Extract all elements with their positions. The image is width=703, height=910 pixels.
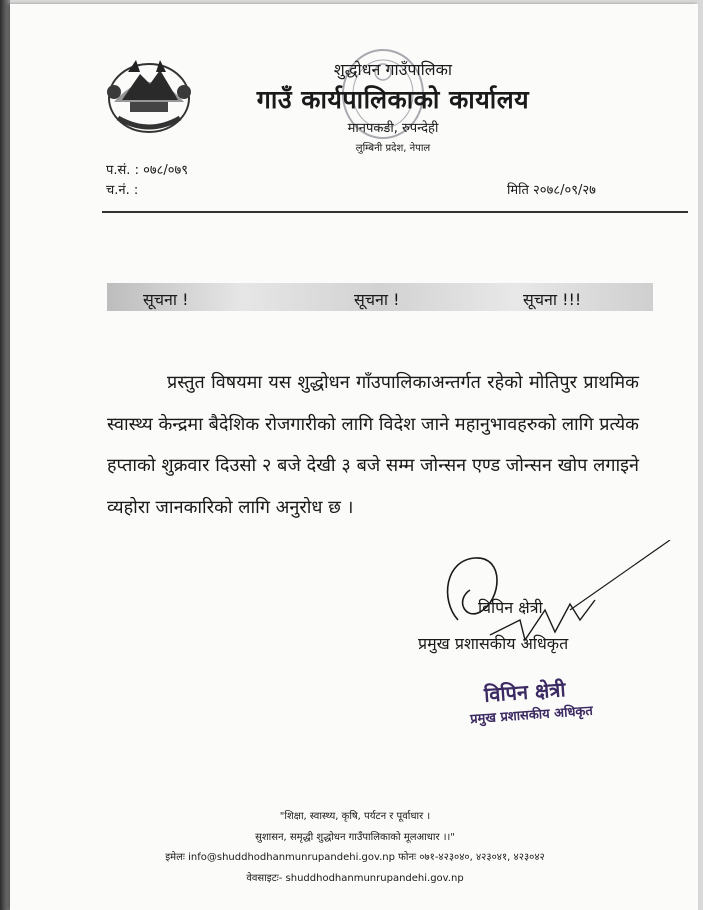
seal-title: प्रमुख प्रशासकीय अधिकृत (469, 703, 594, 728)
notice-label: सूचना ! (143, 290, 189, 309)
footer-motto: "शिक्षा, स्वास्थ्य, कृषि, पर्यटन र पूर्वाधार । (279, 811, 431, 822)
notice-body: प्रस्तुत विषयमा यस शुद्धोधन गाँउपालिकाअन्तर्गत रहेको मोतिपुर प्राथमिक स्वास्थ्य केन्द्रमा बैदेशिक रोजगारीको लागि विदेश जाने महानुभावहरुको लागि प्रत्येक हप्ताको शुक्रवार दिउसो २ बजे देखी ३ बजे सम्म जोन्सन एण्ड जोन्सन खोप लगाइने व्यहोरा जानकारिको लागि अनुरोध छ । (107, 372, 639, 518)
notice-label: सूचना !!! (523, 290, 582, 309)
header-divider (102, 211, 688, 213)
letter-date: मिति २०७८/०९/२७ (507, 183, 596, 198)
signatory-name: विपिन क्षेत्री (478, 598, 543, 617)
nepal-emblem-icon (100, 52, 198, 140)
office-location: मानपकडी, रुपन्देही (347, 121, 439, 136)
footer-contact: इमेलः info@shuddhodhanmunrupandehi.gov.np फोनः ०७१-४२३०४०, ४२३०४१, ४२३०४२ (165, 852, 545, 863)
scan-edge (0, 0, 10, 910)
dispatch-number: च.नं. : (106, 183, 139, 198)
signatory-title: प्रमुख प्रशासकीय अधिकृत (418, 634, 569, 653)
footer-motto: सुशासन, समृद्धी शुद्धोधन गाउँपालिकाको मूलआधार ।।" (255, 832, 455, 843)
reference-number: प.सं. : ०७८/०७९ (106, 163, 189, 178)
municipality-name: शुद्धोधन गाउँपालिका (333, 60, 453, 79)
seal-name: विपिन क्षेत्री (483, 677, 567, 707)
notice-label: सूचना ! (354, 290, 400, 309)
office-title: गाउँ कार्यपालिकाको कार्यालय (256, 85, 530, 114)
office-province: लुम्बिनी प्रदेश, नेपाल (355, 143, 431, 154)
footer-website: वेवसाइटः- shuddhodhanmunrupandehi.gov.np (246, 873, 464, 884)
